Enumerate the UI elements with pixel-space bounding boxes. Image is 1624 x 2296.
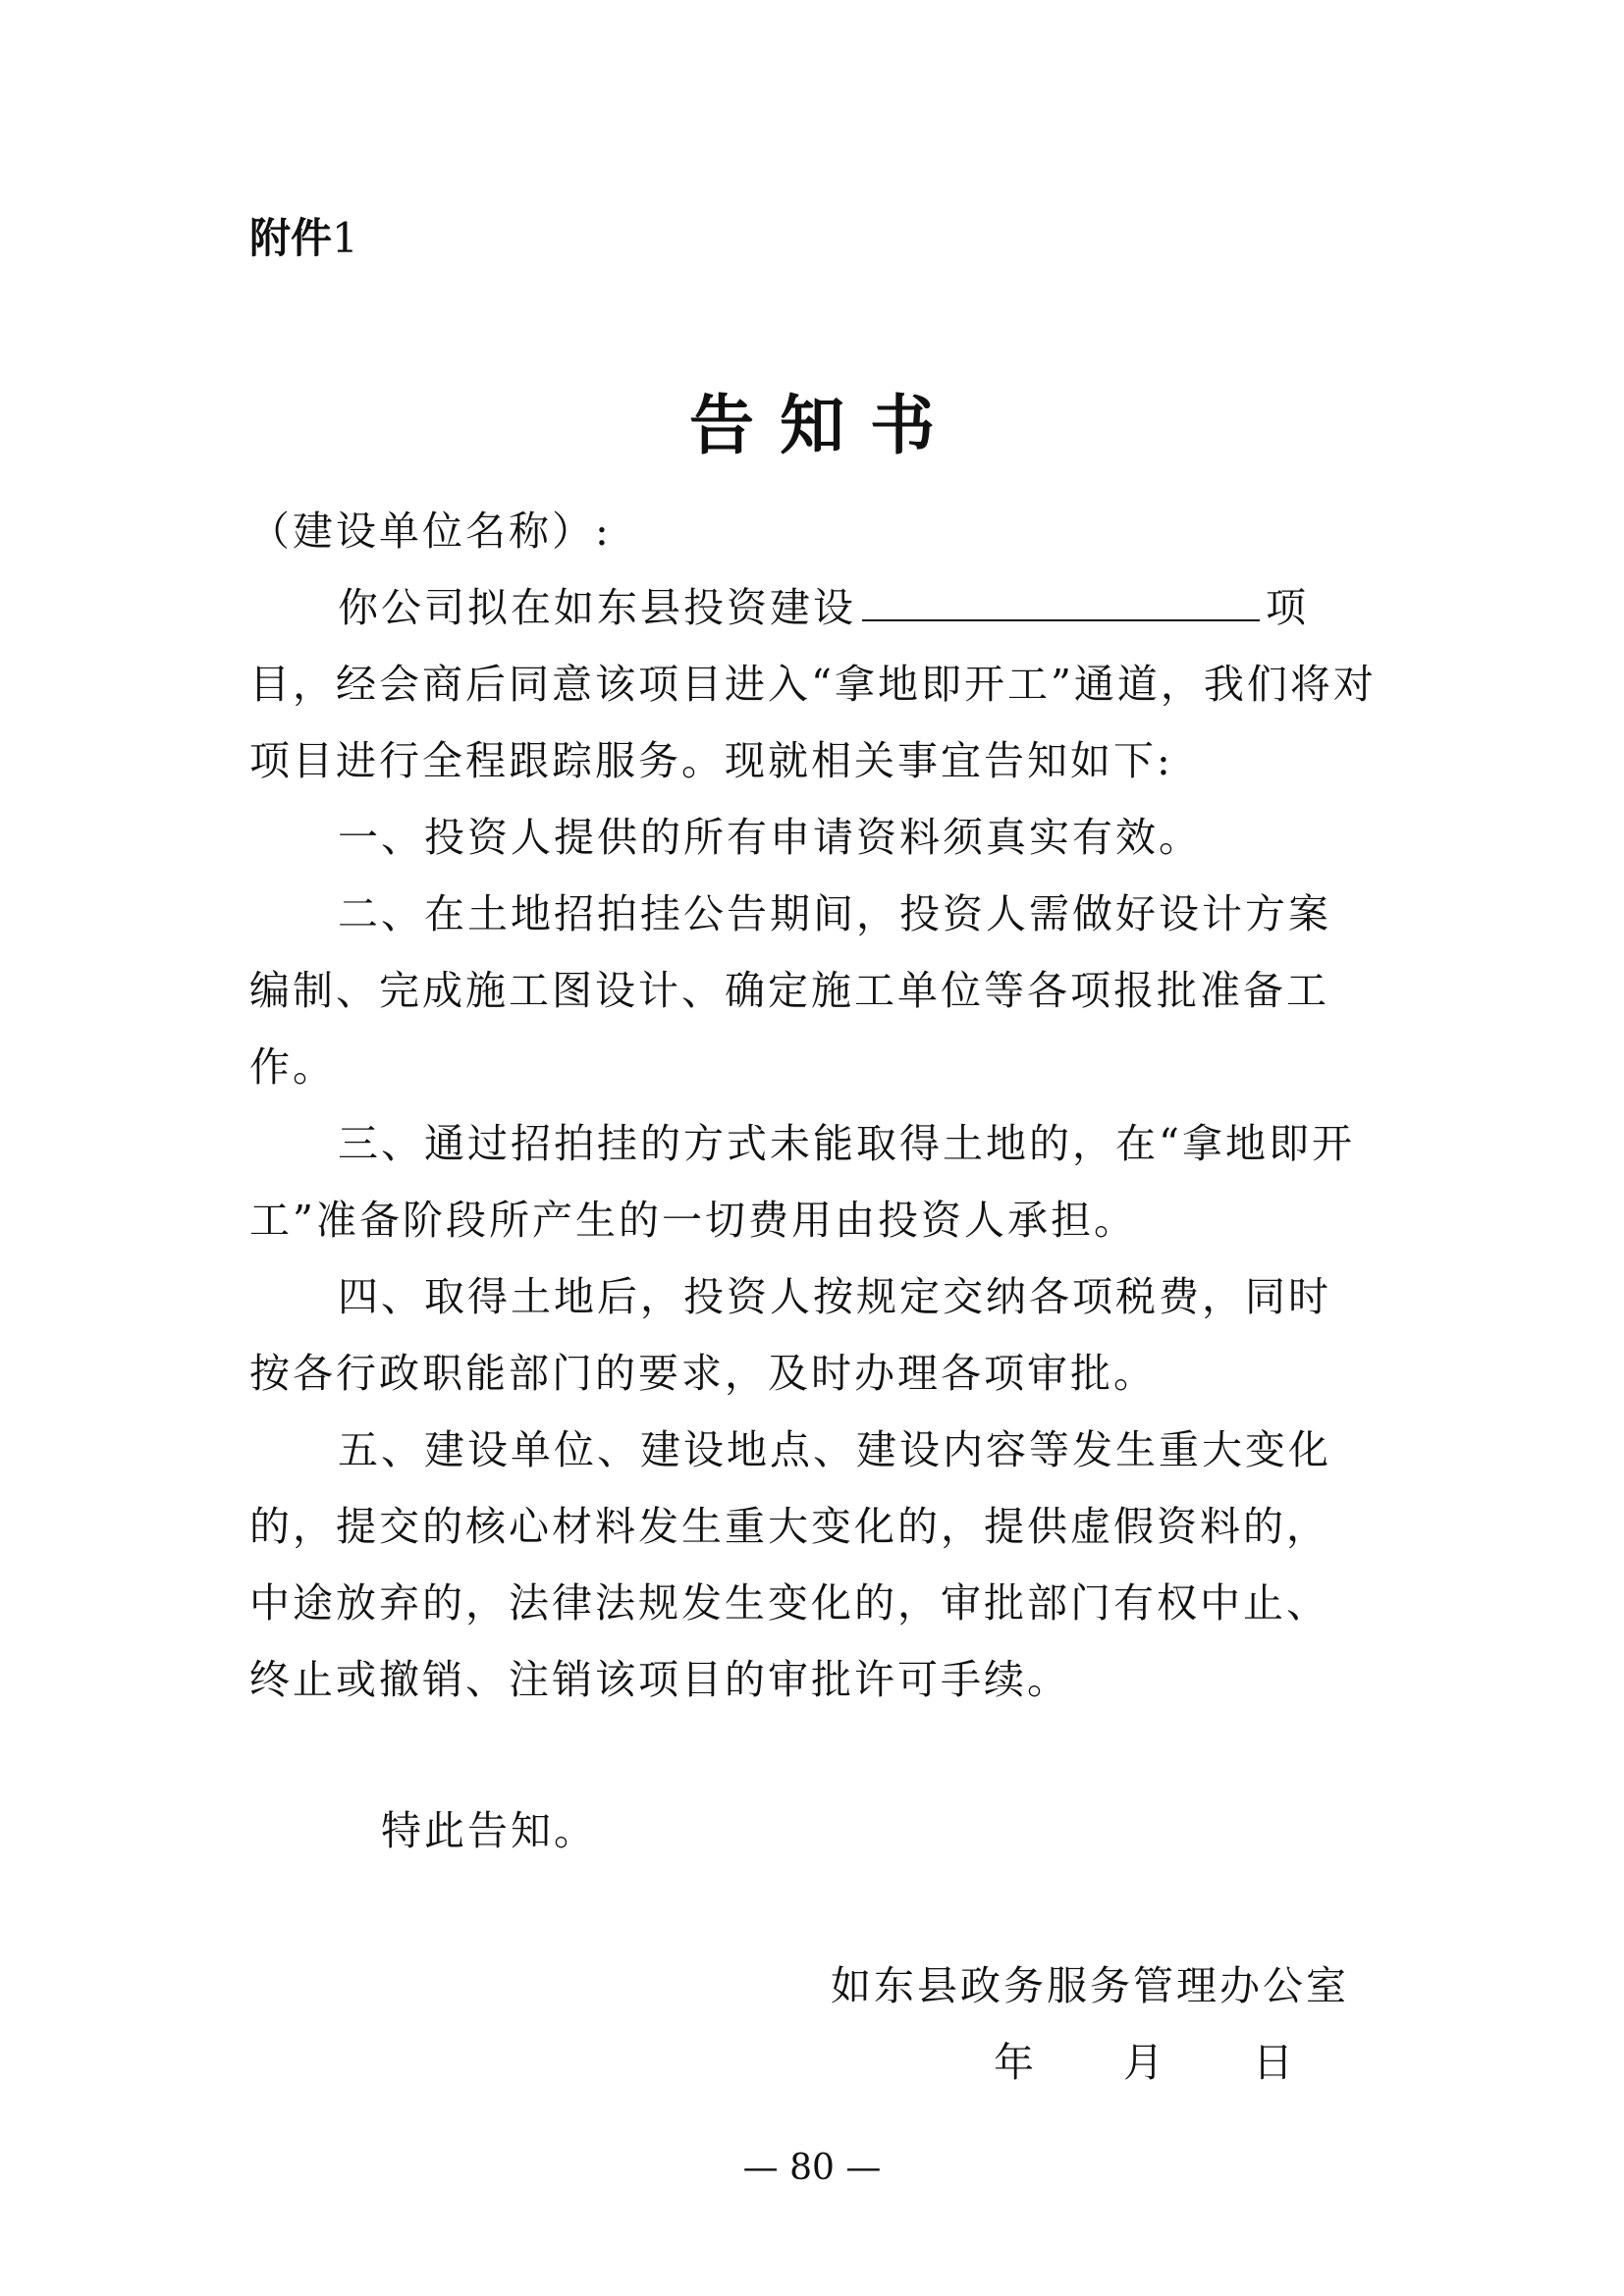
body-line: 三、通过招拍挂的方式未能取得土地的，在“拿地即开 (338, 1120, 1355, 1167)
attachment-number: 1 (332, 214, 358, 262)
attachment-label (249, 206, 358, 265)
body-line: 编制、完成施工图设计、确定施工单位等各项报批准备工 (249, 967, 1329, 1014)
body-line: 四、取得土地后，投资人按规定交纳各项税费，同时 (338, 1273, 1331, 1320)
body-line-text: 你公司拟在如东县投资建设 (338, 584, 856, 631)
body-line: 目，经会商后同意该项目进入“拿地即开工”通道，我们将对 (249, 661, 1377, 708)
project-name-blank (862, 576, 1260, 621)
body-line: 五、建设单位、建设地点、建设内容等发生重大变化 (338, 1426, 1331, 1473)
body-line: 工”准备阶段所产生的一切费用由投资人承担。 (249, 1197, 1137, 1244)
body-line: 项目进行全程跟踪服务。现就相关事宜告知如下: (249, 737, 1173, 784)
body-line: 二、在土地招拍挂公告期间，投资人需做好设计方案 (338, 890, 1331, 937)
body-line: 的，提交的核心材料发生重大变化的，提供虚假资料的， (249, 1503, 1329, 1550)
attachment-word: 附件 (249, 214, 333, 262)
page-number: — 80 — (742, 2148, 882, 2188)
body-line (338, 575, 1309, 633)
document-title: 告知书 (689, 387, 960, 463)
signature-date: 年 月 日 (994, 2039, 1296, 2086)
body-line: 中途放弃的，法律法规发生变化的，审批部门有权中止、 (249, 1579, 1329, 1627)
signature-office: 如东县政务服务管理办公室 (831, 1962, 1349, 2009)
closing-text: 特此告知。 (381, 1807, 597, 1854)
body-line: 终止或撤销、注销该项目的审批许可手续。 (249, 1656, 1070, 1703)
addressee: （建设单位名称）: (249, 507, 612, 555)
body-line: 一、投资人提供的所有申请资料须真实有效。 (338, 814, 1202, 861)
body-line: 按各行政职能部门的要求，及时办理各项审批。 (249, 1350, 1157, 1397)
body-line-text: 项 (1266, 584, 1309, 631)
body-line: 作。 (249, 1043, 336, 1091)
